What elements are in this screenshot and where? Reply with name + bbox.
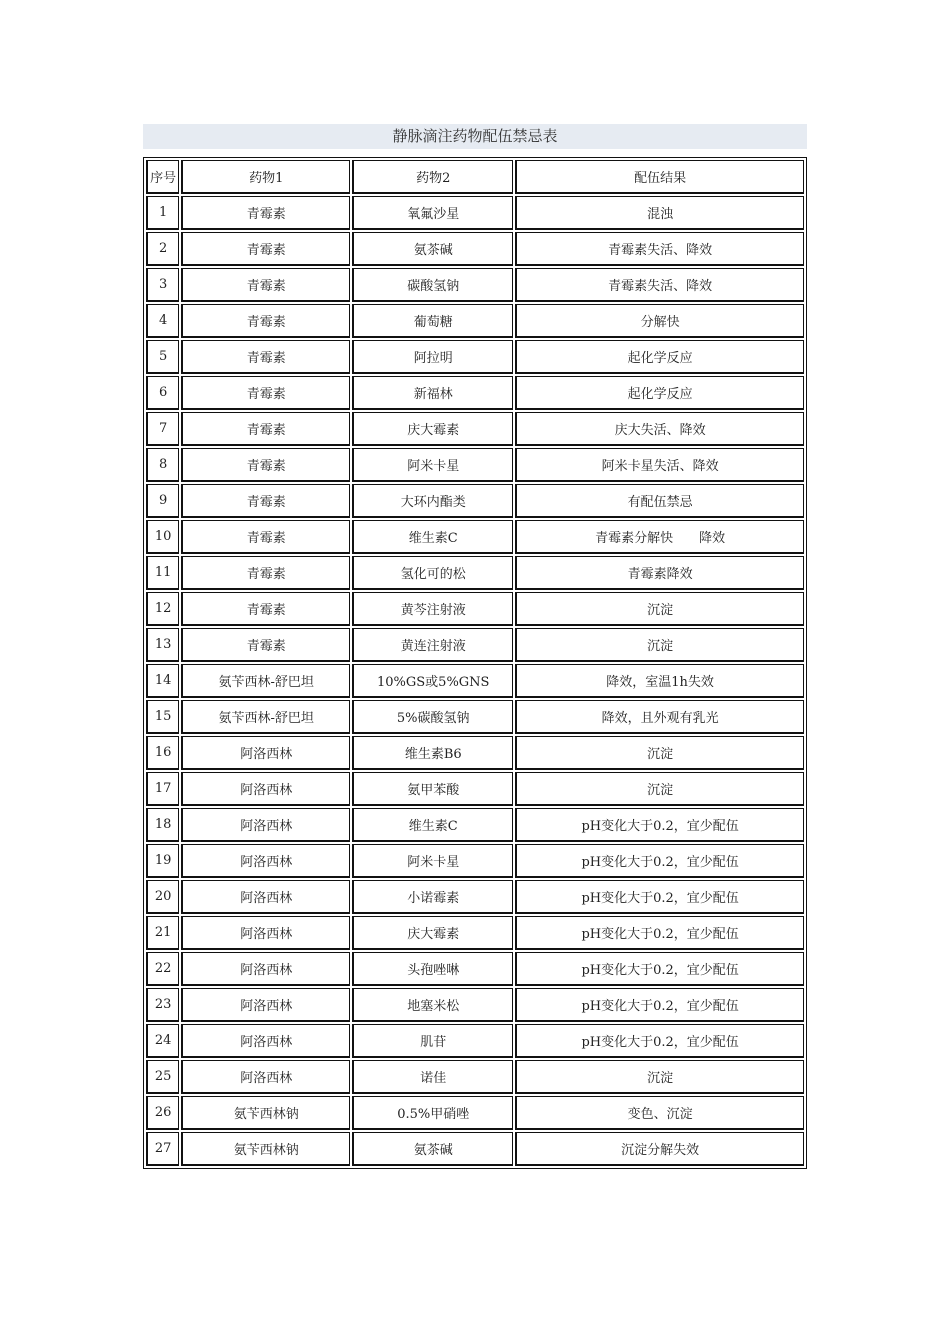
row-result: 庆大失活、降效 <box>515 412 804 446</box>
table-row <box>146 808 804 842</box>
row-result: 青霉素失活、降效 <box>515 232 804 266</box>
table-row <box>146 664 804 698</box>
row-result: 沉淀 <box>515 592 804 626</box>
row-drug1: 青霉素 <box>181 556 350 590</box>
row-drug1: 青霉素 <box>181 232 350 266</box>
row-drug2: 阿拉明 <box>352 340 513 374</box>
compatibility-table <box>143 157 807 1169</box>
row-drug2: 氨茶碱 <box>352 1132 513 1166</box>
table-row <box>146 448 804 482</box>
row-drug1: 阿洛西林 <box>181 988 350 1022</box>
table-row <box>146 340 804 374</box>
row-result: 起化学反应 <box>515 340 804 374</box>
row-result: 混浊 <box>515 196 804 230</box>
row-index: 5 <box>146 340 179 374</box>
table-row <box>146 520 804 554</box>
row-index: 17 <box>146 772 179 806</box>
table-row <box>146 232 804 266</box>
table-row <box>146 1132 804 1166</box>
row-drug2: 大环内酯类 <box>352 484 513 518</box>
row-drug2: 新福林 <box>352 376 513 410</box>
row-drug1: 青霉素 <box>181 376 350 410</box>
row-drug1: 青霉素 <box>181 412 350 446</box>
row-drug1: 氨苄西林钠 <box>181 1132 350 1166</box>
table-row <box>146 772 804 806</box>
row-drug2: 0.5%甲硝唑 <box>352 1096 513 1130</box>
table-row <box>146 988 804 1022</box>
row-result: 降效，且外观有乳光 <box>515 700 804 734</box>
row-result: pH变化大于0.2，宜少配伍 <box>515 808 804 842</box>
table-row <box>146 592 804 626</box>
row-index: 27 <box>146 1132 179 1166</box>
row-index: 11 <box>146 556 179 590</box>
row-index: 22 <box>146 952 179 986</box>
row-index: 12 <box>146 592 179 626</box>
row-drug2: 黄芩注射液 <box>352 592 513 626</box>
row-index: 15 <box>146 700 179 734</box>
row-drug2: 诺佳 <box>352 1060 513 1094</box>
row-index: 19 <box>146 844 179 878</box>
row-drug1: 氨苄西林-舒巴坦 <box>181 700 350 734</box>
row-result: pH变化大于0.2，宜少配伍 <box>515 916 804 950</box>
compatibility-table-container <box>143 157 807 1169</box>
row-result: 阿米卡星失活、降效 <box>515 448 804 482</box>
row-index: 1 <box>146 196 179 230</box>
row-drug2: 氨甲苯酸 <box>352 772 513 806</box>
row-drug1: 阿洛西林 <box>181 916 350 950</box>
row-index: 8 <box>146 448 179 482</box>
header-drug2: 药物2 <box>352 160 513 194</box>
row-index: 14 <box>146 664 179 698</box>
row-drug1: 阿洛西林 <box>181 952 350 986</box>
table-row <box>146 844 804 878</box>
row-drug2: 5%碳酸氢钠 <box>352 700 513 734</box>
table-row <box>146 484 804 518</box>
row-result: 青霉素降效 <box>515 556 804 590</box>
row-index: 3 <box>146 268 179 302</box>
table-row <box>146 376 804 410</box>
row-drug2: 10%GS或5%GNS <box>352 664 513 698</box>
row-drug1: 青霉素 <box>181 520 350 554</box>
row-drug1: 青霉素 <box>181 268 350 302</box>
table-row <box>146 700 804 734</box>
row-drug2: 头孢唑啉 <box>352 952 513 986</box>
row-drug1: 青霉素 <box>181 448 350 482</box>
row-drug2: 小诺霉素 <box>352 880 513 914</box>
header-row <box>146 160 804 194</box>
row-drug1: 青霉素 <box>181 196 350 230</box>
row-result: 有配伍禁忌 <box>515 484 804 518</box>
row-drug1: 阿洛西林 <box>181 844 350 878</box>
row-drug1: 青霉素 <box>181 628 350 662</box>
row-drug1: 阿洛西林 <box>181 736 350 770</box>
row-drug2: 黄连注射液 <box>352 628 513 662</box>
row-index: 24 <box>146 1024 179 1058</box>
row-drug2: 地塞米松 <box>352 988 513 1022</box>
header-drug1: 药物1 <box>181 160 350 194</box>
table-row <box>146 736 804 770</box>
row-drug1: 青霉素 <box>181 592 350 626</box>
table-row <box>146 196 804 230</box>
row-index: 9 <box>146 484 179 518</box>
row-index: 4 <box>146 304 179 338</box>
row-result: 沉淀分解失效 <box>515 1132 804 1166</box>
row-drug2: 阿米卡星 <box>352 448 513 482</box>
row-drug1: 青霉素 <box>181 340 350 374</box>
row-result: pH变化大于0.2，宜少配伍 <box>515 1024 804 1058</box>
row-result: 青霉素分解快 降效 <box>515 520 804 554</box>
row-drug1: 青霉素 <box>181 484 350 518</box>
row-drug2: 碳酸氢钠 <box>352 268 513 302</box>
row-result: 沉淀 <box>515 1060 804 1094</box>
row-drug2: 氧氟沙星 <box>352 196 513 230</box>
row-result: pH变化大于0.2，宜少配伍 <box>515 988 804 1022</box>
row-index: 6 <box>146 376 179 410</box>
table-row <box>146 1024 804 1058</box>
table-row <box>146 880 804 914</box>
row-index: 13 <box>146 628 179 662</box>
row-drug1: 阿洛西林 <box>181 772 350 806</box>
row-drug1: 氨苄西林钠 <box>181 1096 350 1130</box>
row-drug2: 肌苷 <box>352 1024 513 1058</box>
table-title: 静脉滴注药物配伍禁忌表 <box>143 124 807 149</box>
row-drug1: 阿洛西林 <box>181 808 350 842</box>
row-index: 2 <box>146 232 179 266</box>
row-drug1: 阿洛西林 <box>181 1060 350 1094</box>
table-row <box>146 268 804 302</box>
row-drug2: 维生素C <box>352 808 513 842</box>
row-drug1: 阿洛西林 <box>181 880 350 914</box>
row-index: 7 <box>146 412 179 446</box>
row-index: 10 <box>146 520 179 554</box>
table-row <box>146 556 804 590</box>
row-drug2: 葡萄糖 <box>352 304 513 338</box>
row-result: 沉淀 <box>515 772 804 806</box>
row-result: 分解快 <box>515 304 804 338</box>
row-index: 26 <box>146 1096 179 1130</box>
row-drug2: 维生素C <box>352 520 513 554</box>
row-drug2: 氢化可的松 <box>352 556 513 590</box>
row-result: 沉淀 <box>515 736 804 770</box>
row-index: 20 <box>146 880 179 914</box>
row-drug1: 青霉素 <box>181 304 350 338</box>
row-drug2: 阿米卡星 <box>352 844 513 878</box>
table-row <box>146 916 804 950</box>
row-drug2: 庆大霉素 <box>352 412 513 446</box>
row-result: pH变化大于0.2，宜少配伍 <box>515 952 804 986</box>
row-result: 青霉素失活、降效 <box>515 268 804 302</box>
row-result: 变色、沉淀 <box>515 1096 804 1130</box>
header-index: 序号 <box>146 160 179 194</box>
row-drug1: 氨苄西林-舒巴坦 <box>181 664 350 698</box>
table-row <box>146 1060 804 1094</box>
row-index: 18 <box>146 808 179 842</box>
table-body <box>146 196 804 1166</box>
row-drug1: 阿洛西林 <box>181 1024 350 1058</box>
row-index: 23 <box>146 988 179 1022</box>
table-row <box>146 1096 804 1130</box>
header-result: 配伍结果 <box>515 160 804 194</box>
row-drug2: 维生素B6 <box>352 736 513 770</box>
row-index: 21 <box>146 916 179 950</box>
table-row <box>146 952 804 986</box>
row-drug2: 庆大霉素 <box>352 916 513 950</box>
row-result: 降效，室温1h失效 <box>515 664 804 698</box>
table-row <box>146 304 804 338</box>
row-result: 沉淀 <box>515 628 804 662</box>
row-drug2: 氨茶碱 <box>352 232 513 266</box>
row-result: pH变化大于0.2，宜少配伍 <box>515 844 804 878</box>
row-index: 16 <box>146 736 179 770</box>
table-row <box>146 412 804 446</box>
table-row <box>146 628 804 662</box>
row-result: pH变化大于0.2，宜少配伍 <box>515 880 804 914</box>
row-index: 25 <box>146 1060 179 1094</box>
row-result: 起化学反应 <box>515 376 804 410</box>
